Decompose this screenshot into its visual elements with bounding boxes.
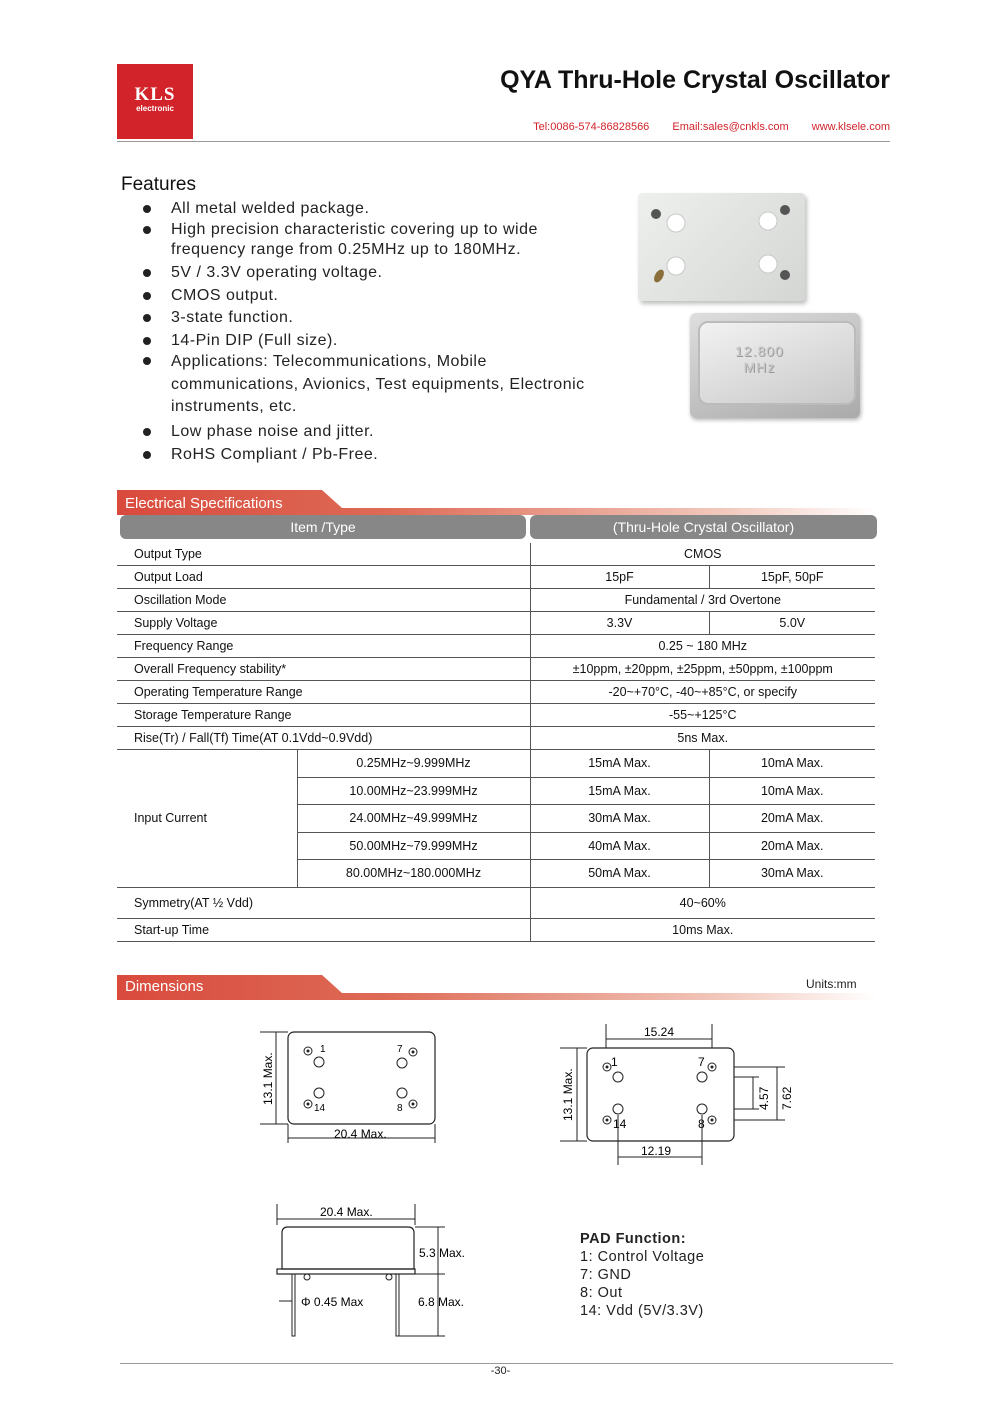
- current-3v3-cell: 40mA Max.: [530, 832, 709, 860]
- pin-label: 1: [320, 1044, 326, 1055]
- pin-row-pitch-dimension: 12.19: [641, 1144, 672, 1158]
- features-list: [140, 199, 610, 467]
- table-row: [117, 750, 875, 778]
- units-label: Units:mm: [806, 977, 857, 991]
- pin-dot: [780, 205, 790, 215]
- row-label: Supply Voltage: [117, 612, 530, 635]
- row-label: Output Type: [117, 543, 530, 566]
- pin-center-dot: [606, 1119, 609, 1122]
- table-row: [117, 704, 875, 727]
- table-row: [117, 635, 875, 658]
- row-value-3v3: 15pF: [530, 566, 709, 589]
- height-dimension: 13.1 Max.: [261, 1052, 275, 1105]
- row-label: Operating Temperature Range: [117, 681, 530, 704]
- pin-label: 14: [314, 1103, 326, 1114]
- header-divider: [117, 141, 890, 142]
- pin-pad: [613, 1104, 623, 1114]
- pin-center-dot: [606, 1066, 609, 1069]
- feature-item: 14-Pin DIP (Full size).: [140, 331, 610, 350]
- pin-pad: [667, 214, 685, 232]
- package-flange: [277, 1269, 415, 1274]
- pin-center-dot: [711, 1066, 714, 1069]
- row-value: -20~+70°C, -40~+85°C, or specify: [530, 681, 875, 704]
- standoff: [386, 1274, 392, 1280]
- pin-pad: [697, 1072, 707, 1082]
- pad-function-item: 14: Vdd (5V/3.3V): [580, 1303, 704, 1319]
- current-5v-cell: 10mA Max.: [709, 777, 875, 805]
- pin-pad: [667, 257, 685, 275]
- features-heading: Features: [121, 174, 196, 195]
- width-dimension: 20.4 Max.: [320, 1205, 373, 1219]
- footer-divider: [120, 1363, 893, 1364]
- top-view-drawing: [245, 1025, 445, 1155]
- feature-item: 5V / 3.3V operating voltage.: [140, 263, 610, 282]
- row-label: Rise(Tr) / Fall(Tf) Time(AT 0.1Vdd~0.9Vdd): [117, 727, 530, 750]
- body-height-dimension: 5.3 Max.: [419, 1246, 466, 1260]
- column-header-item: Item /Type: [120, 515, 526, 539]
- current-3v3-cell: 15mA Max.: [530, 777, 709, 805]
- logo-main-text: KLS: [134, 84, 176, 105]
- pin-pad: [397, 1088, 407, 1098]
- pad-function-heading: PAD Function:: [580, 1231, 687, 1247]
- row-label: Overall Frequency stability*: [117, 658, 530, 681]
- lead: [396, 1274, 399, 1336]
- row-label: Start-up Time: [117, 918, 530, 941]
- pin-label: 1: [611, 1055, 618, 1069]
- row-value: CMOS: [530, 543, 875, 566]
- pin-center-dot: [412, 1103, 415, 1106]
- pin-center-dot: [307, 1050, 310, 1053]
- current-5v-cell: 20mA Max.: [709, 805, 875, 833]
- row-value: Fundamental / 3rd Overtone: [530, 589, 875, 612]
- input-current-label: Input Current: [117, 750, 297, 888]
- row-value: ±10ppm, ±20ppm, ±25ppm, ±50ppm, ±100ppm: [530, 658, 875, 681]
- oscillator-top-photo: [690, 313, 860, 418]
- table-row: [117, 681, 875, 704]
- freq-range-cell: 0.25MHz~9.999MHz: [297, 750, 530, 778]
- pin-row-dimension: 4.57: [757, 1086, 771, 1110]
- table-row: [117, 658, 875, 681]
- pin-center-dot: [412, 1051, 415, 1054]
- pin-center-dot: [711, 1119, 714, 1122]
- pin-pad: [314, 1088, 324, 1098]
- current-3v3-cell: 30mA Max.: [530, 805, 709, 833]
- current-3v3-cell: 15mA Max.: [530, 750, 709, 778]
- table-row: [117, 727, 875, 750]
- glass-pin: [652, 268, 666, 284]
- freq-range-cell: 10.00MHz~23.999MHz: [297, 777, 530, 805]
- pin-dot: [780, 270, 790, 280]
- contact-email: Email:sales@cnkls.com: [672, 121, 789, 133]
- pin-pad: [397, 1058, 407, 1068]
- pin-label: 7: [397, 1044, 403, 1055]
- lead: [292, 1274, 295, 1336]
- package-outline: [587, 1048, 734, 1141]
- pin-label: 8: [698, 1117, 705, 1131]
- height-dimension: 13.1 Max.: [561, 1068, 575, 1121]
- pin-diameter-dimension: Φ 0.45 Max: [301, 1295, 364, 1309]
- dimensions-banner: [117, 975, 877, 1000]
- pin-label: 7: [698, 1055, 705, 1069]
- current-5v-cell: 20mA Max.: [709, 832, 875, 860]
- pad-function-item: 1: Control Voltage: [580, 1249, 705, 1265]
- contact-website[interactable]: www.klsele.com: [811, 121, 890, 133]
- feature-item: Low phase noise and jitter.: [140, 422, 610, 441]
- package-outline: [288, 1032, 435, 1124]
- pin-pad: [314, 1057, 324, 1067]
- pad-function-item: 8: Out: [580, 1285, 623, 1301]
- current-5v-cell: 30mA Max.: [709, 860, 875, 888]
- row-value: 0.25 ~ 180 MHz: [530, 635, 875, 658]
- freq-range-cell: 80.00MHz~180.000MHz: [297, 860, 530, 888]
- feature-item: Applications: Telecommunications, Mobile communications, Avionics, Test equipments, Electronic instruments, etc.: [140, 351, 610, 419]
- pin-pad: [697, 1104, 707, 1114]
- row-label: Symmetry(AT ½ Vdd): [117, 887, 530, 918]
- table-row: [117, 543, 875, 566]
- row-value-5v: 15pF, 50pF: [709, 566, 875, 589]
- standoff: [304, 1274, 310, 1280]
- feature-item: RoHS Compliant / Pb-Free.: [140, 445, 610, 464]
- table-row: [117, 589, 875, 612]
- lead-length-dimension: 6.8 Max.: [418, 1295, 465, 1309]
- table-row: [117, 566, 875, 589]
- pin-span-dimension: 7.62: [780, 1086, 794, 1110]
- oscillator-bottom-graphic: [638, 193, 805, 301]
- marking-frequency: 12.800: [735, 343, 784, 359]
- page-number: -30-: [490, 1365, 511, 1377]
- row-value-3v3: 3.3V: [530, 612, 709, 635]
- contact-tel: Tel:0086-574-86828566: [533, 121, 650, 133]
- row-value: 5ns Max.: [530, 727, 875, 750]
- pin-dot: [651, 209, 661, 219]
- row-value: 40~60%: [530, 887, 875, 918]
- oscillator-marking: [735, 343, 784, 375]
- kls-logo: [117, 64, 193, 139]
- spec-table: [117, 543, 875, 942]
- row-label: Output Load: [117, 566, 530, 589]
- oscillator-bottom-photo: [638, 193, 805, 301]
- pin-spacing-drawing: [555, 1020, 800, 1168]
- pin-center-dot: [307, 1103, 310, 1106]
- table-row: [117, 918, 875, 941]
- dimensions-heading: Dimensions: [125, 978, 204, 995]
- width-dimension: 20.4 Max.: [334, 1127, 387, 1141]
- side-view-drawing: [265, 1200, 480, 1345]
- current-3v3-cell: 50mA Max.: [530, 860, 709, 888]
- row-value: -55~+125°C: [530, 704, 875, 727]
- electrical-heading: Electrical Specifications: [125, 495, 283, 512]
- row-label: Frequency Range: [117, 635, 530, 658]
- feature-item: CMOS output.: [140, 286, 610, 305]
- feature-item: All metal welded package.: [140, 199, 610, 218]
- package-body: [282, 1227, 414, 1269]
- pad-function: [580, 1230, 704, 1320]
- pin-pad: [613, 1072, 623, 1082]
- table-row: [117, 612, 875, 635]
- freq-range-cell: 50.00MHz~79.999MHz: [297, 832, 530, 860]
- table-row: [117, 887, 875, 918]
- feature-item: High precision characteristic covering up to wide frequency range from 0.25MHz up to 180MHz.: [140, 220, 610, 260]
- pin-pad: [759, 212, 777, 230]
- page-title: QYA Thru-Hole Crystal Oscillator: [500, 66, 890, 94]
- contact-line: [513, 121, 890, 133]
- feature-item: 3-state function.: [140, 308, 610, 327]
- row-value: 10ms Max.: [530, 918, 875, 941]
- logo-sub-text: electronic: [136, 104, 174, 113]
- pin-label: 14: [613, 1117, 627, 1131]
- column-header-type: (Thru-Hole Crystal Oscillator): [530, 515, 877, 539]
- row-label: Storage Temperature Range: [117, 704, 530, 727]
- pin-pad: [759, 255, 777, 273]
- row-value-5v: 5.0V: [709, 612, 875, 635]
- current-5v-cell: 10mA Max.: [709, 750, 875, 778]
- pin-pitch-dimension: 15.24: [644, 1025, 675, 1039]
- pad-function-item: 7: GND: [580, 1267, 632, 1283]
- pin-label: 8: [397, 1103, 403, 1114]
- row-label: Oscillation Mode: [117, 589, 530, 612]
- freq-range-cell: 24.00MHz~49.999MHz: [297, 805, 530, 833]
- marking-unit: MHz: [743, 359, 776, 375]
